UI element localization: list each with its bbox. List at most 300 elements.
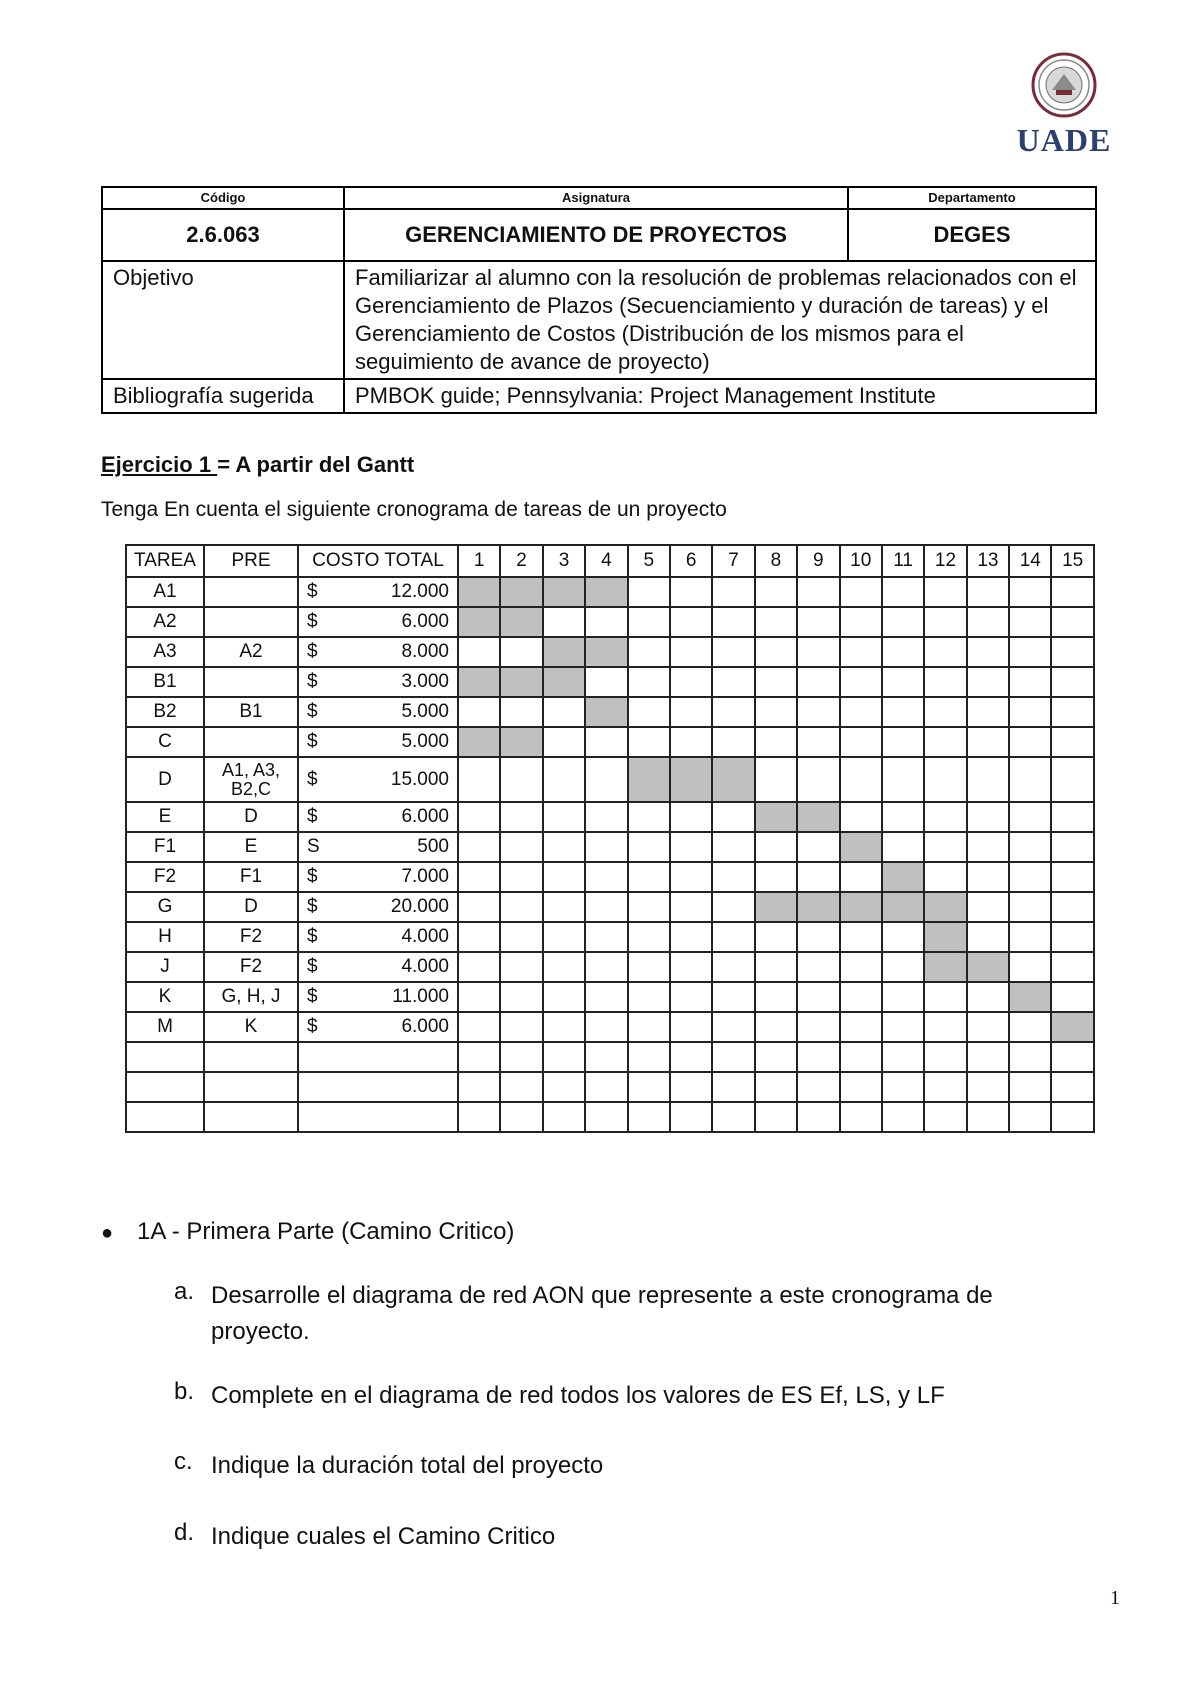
gantt-empty-cell <box>797 697 839 727</box>
gantt-empty-cell <box>1051 982 1093 1012</box>
gantt-row <box>126 727 1094 757</box>
gantt-empty-cell <box>797 1042 839 1072</box>
gantt-empty-cell <box>712 577 754 607</box>
gantt-empty-cell <box>543 1072 585 1102</box>
gantt-empty-cell <box>1051 802 1093 832</box>
gantt-empty-cell <box>755 757 797 802</box>
gantt-empty-cell <box>628 697 670 727</box>
gantt-empty-cell <box>670 727 712 757</box>
gantt-empty-cell <box>585 862 627 892</box>
gantt-row <box>126 802 1094 832</box>
gantt-empty-cell <box>500 892 542 922</box>
task-cell: B1 <box>126 667 204 697</box>
currency-symbol: $ <box>307 701 318 722</box>
task-cell: B2 <box>126 697 204 727</box>
gantt-empty-cell <box>840 952 882 982</box>
gantt-empty-cell <box>1051 1042 1093 1072</box>
gantt-bar-cell <box>585 577 627 607</box>
gantt-empty-cell <box>543 607 585 637</box>
code-label: Código <box>102 187 344 209</box>
gantt-empty-cell <box>882 1042 924 1072</box>
gantt-empty-cell <box>967 1072 1009 1102</box>
currency-symbol: $ <box>307 611 318 632</box>
gantt-empty-cell <box>585 757 627 802</box>
cost-amount: 6.000 <box>401 1016 449 1037</box>
gantt-empty-cell <box>458 802 500 832</box>
gantt-empty-cell <box>840 1102 882 1132</box>
task-cell: A1 <box>126 577 204 607</box>
gantt-empty-cell <box>1009 922 1051 952</box>
gantt-empty-cell <box>840 1042 882 1072</box>
task-cell: H <box>126 922 204 952</box>
task-cell: F2 <box>126 862 204 892</box>
predecessor-cell: F2 <box>204 952 298 982</box>
gantt-empty-cell <box>1009 952 1051 982</box>
gantt-row <box>126 922 1094 952</box>
currency-symbol: S <box>307 836 320 857</box>
gantt-empty-cell <box>712 697 754 727</box>
gantt-empty-cell <box>797 607 839 637</box>
gantt-empty-cell <box>840 727 882 757</box>
cost-cell <box>298 577 458 607</box>
gantt-empty-cell <box>1051 922 1093 952</box>
predecessor-cell: B1 <box>204 697 298 727</box>
currency-symbol: $ <box>307 1016 318 1037</box>
gantt-empty-cell <box>1051 862 1093 892</box>
predecessor-cell: A1, A3, B2,C <box>204 757 298 802</box>
task-cell: A3 <box>126 637 204 667</box>
gantt-empty-cell <box>1051 1102 1093 1132</box>
gantt-empty-cell <box>628 862 670 892</box>
cost-amount: 6.000 <box>401 611 449 632</box>
predecessor-cell: G, H, J <box>204 982 298 1012</box>
cost-amount: 500 <box>417 836 449 857</box>
gantt-row <box>126 892 1094 922</box>
gantt-empty-cell <box>500 1072 542 1102</box>
gantt-empty-cell <box>543 727 585 757</box>
gantt-empty-cell <box>755 637 797 667</box>
gantt-bar-cell <box>755 802 797 832</box>
gantt-empty-cell <box>924 1102 966 1132</box>
gantt-empty-cell <box>628 667 670 697</box>
task-cell: J <box>126 952 204 982</box>
gantt-empty-cell <box>924 697 966 727</box>
cost-cell <box>298 757 458 802</box>
gantt-period-header: 7 <box>712 545 754 577</box>
gantt-empty-cell <box>797 862 839 892</box>
course-info-table <box>101 186 1097 414</box>
gantt-empty-cell <box>1051 637 1093 667</box>
gantt-empty-cell <box>458 982 500 1012</box>
question-text: Indique cuales el Camino Critico <box>211 1523 556 1550</box>
gantt-empty-cell <box>882 667 924 697</box>
question-letter: b. <box>174 1378 195 1405</box>
gantt-empty-cell <box>585 892 627 922</box>
cost-cell <box>298 697 458 727</box>
gantt-empty-cell <box>458 862 500 892</box>
gantt-empty-cell <box>755 667 797 697</box>
gantt-empty-cell <box>712 862 754 892</box>
predecessor-cell <box>204 727 298 757</box>
gantt-empty-cell <box>500 757 542 802</box>
predecessor-cell <box>204 667 298 697</box>
gantt-period-header: 10 <box>840 545 882 577</box>
gantt-empty-cell <box>967 922 1009 952</box>
gantt-empty-cell <box>712 892 754 922</box>
task-cell <box>126 1072 204 1102</box>
gantt-empty-cell <box>670 1042 712 1072</box>
cost-cell <box>298 1072 458 1102</box>
question-item-b <box>174 1378 1114 1414</box>
gantt-empty-cell <box>670 862 712 892</box>
gantt-empty-cell <box>500 982 542 1012</box>
gantt-empty-cell <box>628 727 670 757</box>
gantt-empty-cell <box>1051 832 1093 862</box>
gantt-empty-cell <box>628 832 670 862</box>
gantt-empty-cell <box>458 892 500 922</box>
gantt-period-header: 1 <box>458 545 500 577</box>
task-cell: G <box>126 892 204 922</box>
gantt-bar-cell <box>458 727 500 757</box>
gantt-empty-cell <box>1051 757 1093 802</box>
gantt-row <box>126 1072 1094 1102</box>
gantt-empty-cell <box>797 1012 839 1042</box>
gantt-period-header: 2 <box>500 545 542 577</box>
gantt-empty-cell <box>712 637 754 667</box>
gantt-bar-cell <box>924 892 966 922</box>
gantt-period-header: 5 <box>628 545 670 577</box>
gantt-empty-cell <box>882 982 924 1012</box>
gantt-empty-cell <box>628 1012 670 1042</box>
bibliography-label: Bibliografía sugerida <box>102 379 344 413</box>
gantt-row <box>126 697 1094 727</box>
gantt-empty-cell <box>967 757 1009 802</box>
gantt-empty-cell <box>543 757 585 802</box>
gantt-empty-cell <box>755 1102 797 1132</box>
gantt-empty-cell <box>500 952 542 982</box>
gantt-bar-cell <box>882 862 924 892</box>
gantt-period-header: 14 <box>1009 545 1051 577</box>
gantt-empty-cell <box>840 982 882 1012</box>
course-subject: GERENCIAMIENTO DE PROYECTOS <box>344 209 848 261</box>
gantt-empty-cell <box>840 667 882 697</box>
cost-amount: 20.000 <box>390 896 449 917</box>
gantt-empty-cell <box>797 1072 839 1102</box>
cost-cell <box>298 832 458 862</box>
gantt-period-header: 6 <box>670 545 712 577</box>
gantt-empty-cell <box>967 802 1009 832</box>
gantt-bar-cell <box>797 802 839 832</box>
question-item-c <box>174 1448 1114 1484</box>
cost-amount: 15.000 <box>390 768 449 790</box>
gantt-row <box>126 862 1094 892</box>
gantt-empty-cell <box>712 982 754 1012</box>
gantt-bar-cell <box>755 892 797 922</box>
gantt-empty-cell <box>458 1072 500 1102</box>
gantt-empty-cell <box>1051 607 1093 637</box>
gantt-empty-cell <box>458 1042 500 1072</box>
gantt-bar-cell <box>670 757 712 802</box>
gantt-empty-cell <box>882 1102 924 1132</box>
cost-cell <box>298 1042 458 1072</box>
gantt-bar-cell <box>1051 1012 1093 1042</box>
cost-amount: 4.000 <box>401 956 449 977</box>
gantt-row <box>126 1042 1094 1072</box>
gantt-empty-cell <box>924 802 966 832</box>
gantt-empty-cell <box>500 637 542 667</box>
gantt-empty-cell <box>755 832 797 862</box>
gantt-empty-cell <box>797 922 839 952</box>
gantt-empty-cell <box>797 757 839 802</box>
gantt-empty-cell <box>500 862 542 892</box>
gantt-empty-cell <box>585 982 627 1012</box>
gantt-empty-cell <box>797 637 839 667</box>
predecessor-cell: D <box>204 892 298 922</box>
gantt-bar-cell <box>924 922 966 952</box>
gantt-header-cell: COSTO TOTAL <box>298 545 458 577</box>
gantt-period-header: 11 <box>882 545 924 577</box>
exercise-title-rest: = A partir del Gantt <box>217 452 415 477</box>
gantt-bar-cell <box>500 667 542 697</box>
gantt-empty-cell <box>670 1012 712 1042</box>
gantt-empty-cell <box>967 1042 1009 1072</box>
gantt-empty-cell <box>1009 1102 1051 1132</box>
exercise-intro: Tenga En cuenta el siguiente cronograma de tareas de un proyecto <box>101 498 727 521</box>
gantt-empty-cell <box>458 637 500 667</box>
gantt-empty-cell <box>967 862 1009 892</box>
gantt-empty-cell <box>712 727 754 757</box>
gantt-empty-cell <box>1009 637 1051 667</box>
gantt-empty-cell <box>543 1012 585 1042</box>
gantt-header-cell: PRE <box>204 545 298 577</box>
cost-amount: 7.000 <box>401 866 449 887</box>
gantt-empty-cell <box>670 922 712 952</box>
gantt-empty-cell <box>840 802 882 832</box>
gantt-empty-cell <box>882 637 924 667</box>
gantt-empty-cell <box>712 952 754 982</box>
exercise-title <box>101 452 414 478</box>
gantt-bar-cell <box>543 637 585 667</box>
gantt-empty-cell <box>670 1102 712 1132</box>
gantt-empty-cell <box>1009 862 1051 892</box>
gantt-empty-cell <box>628 637 670 667</box>
gantt-empty-cell <box>500 1042 542 1072</box>
gantt-empty-cell <box>628 982 670 1012</box>
gantt-empty-cell <box>797 667 839 697</box>
cost-cell <box>298 1012 458 1042</box>
gantt-bar-cell <box>500 727 542 757</box>
gantt-empty-cell <box>458 922 500 952</box>
task-cell: F1 <box>126 832 204 862</box>
gantt-empty-cell <box>1009 667 1051 697</box>
gantt-empty-cell <box>670 577 712 607</box>
gantt-empty-cell <box>628 1102 670 1132</box>
gantt-empty-cell <box>712 1102 754 1132</box>
gantt-empty-cell <box>585 1042 627 1072</box>
gantt-bar-cell <box>500 607 542 637</box>
gantt-empty-cell <box>1051 1072 1093 1102</box>
gantt-empty-cell <box>1051 577 1093 607</box>
task-cell: K <box>126 982 204 1012</box>
gantt-empty-cell <box>543 952 585 982</box>
uade-logo <box>1008 52 1120 158</box>
gantt-empty-cell <box>712 802 754 832</box>
predecessor-cell: E <box>204 832 298 862</box>
gantt-empty-cell <box>840 862 882 892</box>
gantt-bar-cell <box>543 577 585 607</box>
gantt-empty-cell <box>882 727 924 757</box>
gantt-empty-cell <box>924 757 966 802</box>
gantt-period-header: 8 <box>755 545 797 577</box>
gantt-bar-cell <box>585 697 627 727</box>
bullet-icon: ● <box>101 1222 114 1244</box>
gantt-empty-cell <box>1009 727 1051 757</box>
currency-symbol: $ <box>307 956 318 977</box>
course-code: 2.6.063 <box>102 209 344 261</box>
gantt-empty-cell <box>1009 802 1051 832</box>
gantt-empty-cell <box>797 577 839 607</box>
gantt-empty-cell <box>1009 577 1051 607</box>
gantt-empty-cell <box>967 832 1009 862</box>
gantt-row <box>126 982 1094 1012</box>
gantt-empty-cell <box>712 832 754 862</box>
gantt-empty-cell <box>967 667 1009 697</box>
gantt-empty-cell <box>1009 1072 1051 1102</box>
gantt-empty-cell <box>924 1072 966 1102</box>
gantt-empty-cell <box>670 667 712 697</box>
gantt-period-header: 12 <box>924 545 966 577</box>
currency-symbol: $ <box>307 806 318 827</box>
gantt-empty-cell <box>924 1012 966 1042</box>
cost-amount: 6.000 <box>401 806 449 827</box>
gantt-empty-cell <box>840 637 882 667</box>
gantt-empty-cell <box>924 982 966 1012</box>
gantt-empty-cell <box>840 607 882 637</box>
gantt-empty-cell <box>1009 757 1051 802</box>
gantt-empty-cell <box>628 952 670 982</box>
gantt-empty-cell <box>670 802 712 832</box>
gantt-bar-cell <box>543 667 585 697</box>
gantt-empty-cell <box>1009 1012 1051 1042</box>
gantt-row <box>126 1102 1094 1132</box>
gantt-empty-cell <box>500 1102 542 1132</box>
gantt-empty-cell <box>712 667 754 697</box>
gantt-empty-cell <box>670 637 712 667</box>
gantt-empty-cell <box>967 892 1009 922</box>
cost-amount: 5.000 <box>401 731 449 752</box>
cost-cell <box>298 1102 458 1132</box>
currency-symbol: $ <box>307 768 318 790</box>
gantt-empty-cell <box>967 637 1009 667</box>
gantt-bar-cell <box>924 952 966 982</box>
gantt-empty-cell <box>670 697 712 727</box>
predecessor-cell: K <box>204 1012 298 1042</box>
currency-symbol: $ <box>307 986 318 1007</box>
logo-text: UADE <box>1016 122 1112 158</box>
task-cell: A2 <box>126 607 204 637</box>
cost-cell <box>298 637 458 667</box>
gantt-empty-cell <box>458 757 500 802</box>
gantt-empty-cell <box>882 802 924 832</box>
gantt-bar-cell <box>628 757 670 802</box>
university-seal-icon <box>1031 52 1097 118</box>
gantt-empty-cell <box>543 1102 585 1132</box>
gantt-empty-cell <box>628 1072 670 1102</box>
gantt-empty-cell <box>543 862 585 892</box>
gantt-empty-cell <box>628 607 670 637</box>
gantt-empty-cell <box>585 607 627 637</box>
currency-symbol: $ <box>307 731 318 752</box>
gantt-empty-cell <box>712 1042 754 1072</box>
gantt-empty-cell <box>797 952 839 982</box>
gantt-empty-cell <box>458 1012 500 1042</box>
gantt-empty-cell <box>458 952 500 982</box>
cost-cell <box>298 802 458 832</box>
gantt-empty-cell <box>840 577 882 607</box>
gantt-empty-cell <box>670 832 712 862</box>
cost-cell <box>298 607 458 637</box>
gantt-empty-cell <box>882 697 924 727</box>
currency-symbol: $ <box>307 896 318 917</box>
gantt-empty-cell <box>712 1072 754 1102</box>
gantt-empty-cell <box>628 802 670 832</box>
gantt-empty-cell <box>924 667 966 697</box>
task-cell: C <box>126 727 204 757</box>
currency-symbol: $ <box>307 581 318 602</box>
gantt-row <box>126 607 1094 637</box>
gantt-empty-cell <box>712 607 754 637</box>
gantt-period-header: 9 <box>797 545 839 577</box>
predecessor-cell <box>204 577 298 607</box>
gantt-empty-cell <box>628 922 670 952</box>
gantt-empty-cell <box>967 1102 1009 1132</box>
gantt-empty-cell <box>1051 727 1093 757</box>
task-cell <box>126 1102 204 1132</box>
currency-symbol: $ <box>307 671 318 692</box>
gantt-empty-cell <box>458 832 500 862</box>
currency-symbol: $ <box>307 641 318 662</box>
gantt-bar-cell <box>1009 982 1051 1012</box>
gantt-row <box>126 1012 1094 1042</box>
gantt-bar-cell <box>585 637 627 667</box>
task-cell: D <box>126 757 204 802</box>
gantt-empty-cell <box>458 697 500 727</box>
gantt-empty-cell <box>1009 832 1051 862</box>
gantt-bar-cell <box>882 892 924 922</box>
gantt-empty-cell <box>924 862 966 892</box>
gantt-empty-cell <box>755 727 797 757</box>
gantt-empty-cell <box>797 832 839 862</box>
question-letter: a. <box>174 1278 195 1305</box>
gantt-empty-cell <box>882 757 924 802</box>
question-letter: c. <box>174 1448 193 1475</box>
predecessor-cell: F2 <box>204 922 298 952</box>
objective-text: Familiarizar al alumno con la resolución de problemas relacionados con el Gerenciamiento de Plazos (Secuenciamiento y duración de tareas) y el Gerenciamiento de Costos (Distribución de los mismos para el seguimiento de avance de proyecto) <box>344 261 1096 379</box>
gantt-empty-cell <box>500 802 542 832</box>
gantt-empty-cell <box>755 1042 797 1072</box>
cost-cell <box>298 952 458 982</box>
gantt-empty-cell <box>670 892 712 922</box>
cost-amount: 3.000 <box>401 671 449 692</box>
gantt-empty-cell <box>1051 892 1093 922</box>
gantt-empty-cell <box>543 892 585 922</box>
gantt-bar-cell <box>458 577 500 607</box>
question-item-d <box>174 1519 1114 1555</box>
gantt-empty-cell <box>1051 697 1093 727</box>
gantt-bar-cell <box>967 952 1009 982</box>
gantt-empty-cell <box>924 637 966 667</box>
gantt-empty-cell <box>924 1042 966 1072</box>
